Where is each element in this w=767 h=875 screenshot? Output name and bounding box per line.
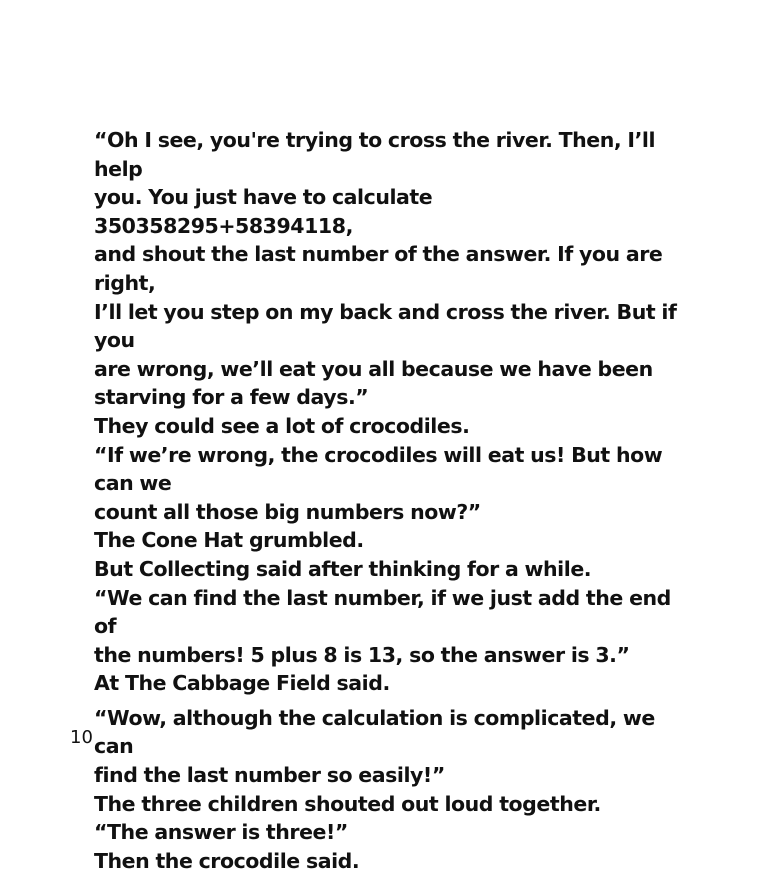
text-line: are wrong, we’ll eat you all because we have been (94, 356, 653, 381)
paragraph-crocodiles-seen (94, 412, 694, 441)
text-line: They could see a lot of crocodiles. (94, 413, 470, 438)
text-line: But Collecting said after thinking for a while. (94, 556, 592, 581)
text-line: find the last number so easily!” (94, 763, 445, 788)
story-text (94, 126, 694, 875)
paragraph-worry (94, 441, 694, 527)
text-line: “Oh I see, you're trying to cross the river. Then, I’ll help (94, 128, 656, 181)
paragraph-crocodile-said (94, 847, 694, 875)
paragraph-cone-hat (94, 526, 694, 555)
paragraph-answer (94, 818, 694, 847)
text-line: and shout the last number of the answer. If you are right, (94, 242, 663, 295)
text-line: “We can find the last number, if we just add the end of (94, 585, 671, 639)
text-line: The three children shouted out loud together. (94, 791, 601, 816)
text-line: I’ll let you step on my back and cross the river. But if you (94, 299, 677, 353)
text-line: the numbers! 5 plus 8 is 13, so the answer is 3.” (94, 642, 630, 667)
text-line: Then the crocodile said. (94, 848, 360, 873)
paragraph-solution (94, 584, 694, 670)
text-line: The Cone Hat grumbled. (94, 528, 364, 553)
text-line: count all those big numbers now?” (94, 499, 481, 524)
text-line: “If we’re wrong, the crocodiles will eat us! But how can we (94, 442, 663, 496)
text-line: At The Cabbage Field said. (94, 671, 390, 696)
text-line: you. You just have to calculate 350358295+58394118, (94, 185, 433, 238)
paragraph-wow (94, 704, 694, 790)
paragraph-collecting (94, 555, 694, 584)
paragraph-children-shout (94, 790, 694, 819)
text-line: “Wow, although the calculation is complicated, we can (94, 705, 655, 759)
paragraph-crocodile-offer (94, 126, 694, 412)
text-line: “The answer is three!” (94, 820, 348, 845)
paragraph-cabbage-field (94, 669, 694, 698)
page-number: 10 (70, 727, 93, 748)
text-line: starving for a few days.” (94, 385, 369, 410)
